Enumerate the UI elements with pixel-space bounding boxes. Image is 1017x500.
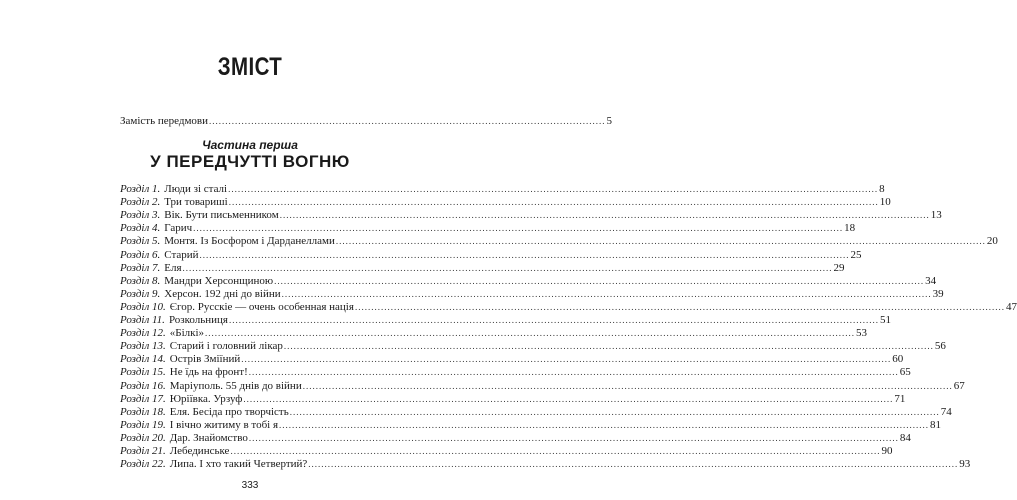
dot-leader: ........................................................................................................................................................................................................ [241, 354, 892, 365]
toc-entry [120, 222, 856, 235]
toc-entry [120, 418, 942, 432]
chapter-number: Розділ 21. [120, 445, 166, 457]
chapter-title: Дар. Знайомство [169, 431, 248, 444]
chapter-page: 74 [940, 405, 952, 418]
dot-leader: ........................................................................................................................................................................................................ [281, 288, 932, 299]
chapter-title: Еля. Бесіда про творчість [169, 405, 289, 418]
toc-entry [120, 366, 911, 379]
chapter-page: 25 [850, 248, 862, 261]
chapter-title: Мандри Херсонщиною [164, 274, 274, 287]
page-number: 333 [241, 480, 259, 491]
toc-entry [120, 196, 891, 209]
toc-entry [120, 209, 942, 222]
chapter-title: Маріуполь. 55 днів до війни [169, 379, 302, 392]
dot-leader: ........................................................................................................................................................................................................ [248, 367, 899, 378]
dot-leader: ........................................................................................................................................................................................................ [228, 184, 879, 194]
chapter-title: Еля [164, 261, 182, 274]
chapter-title: Старий і головний лікар [169, 340, 283, 353]
chapter-title: Монтя. Із Босфором і Дарданеллами [164, 235, 335, 248]
toc-entry [120, 287, 944, 301]
toc-entry [120, 261, 845, 275]
chapter-page: 47 [1005, 300, 1017, 313]
chapter-number: Розділ 22. [120, 458, 166, 471]
chapter-number: Розділ 17. [120, 392, 166, 405]
chapter-page: 13 [930, 209, 942, 222]
chapter-page: 18 [844, 222, 856, 235]
chapter-page: 34 [925, 274, 937, 287]
part-title: У ПЕРЕДЧУТТІ ВОГНЮ [150, 152, 350, 171]
dot-leader: ........................................................................................................................................................................................................ [354, 301, 1005, 312]
chapter-title: Острів Зміїний [169, 353, 241, 366]
dot-leader: ........................................................................................................................................................................................................ [243, 393, 894, 404]
toc-entry [120, 379, 965, 393]
toc-entry [120, 392, 906, 406]
chapter-title: Липа. І хто такий Четвертий? [169, 458, 308, 471]
dot-leader: ........................................................................................................................................................................................................ [289, 406, 940, 417]
toc-entry [120, 274, 937, 288]
chapter-number: Розділ 7. [120, 261, 161, 274]
toc-entry [120, 431, 911, 445]
dot-leader: ........................................................................................................................................................................................................ [302, 380, 953, 391]
chapter-page: 56 [934, 340, 946, 353]
dot-leader: ........................................................................................................................................................................................................ [335, 236, 986, 247]
chapter-page: 84 [899, 431, 911, 444]
toc-entry [120, 353, 904, 366]
toc-entry [120, 248, 862, 262]
chapter-page: 81 [930, 418, 942, 431]
chapter-number: Розділ 20. [120, 431, 166, 444]
chapter-number: Розділ 10. [120, 300, 166, 313]
chapter-page: 53 [856, 327, 868, 340]
chapter-title: Херсон. 192 дні до війни [164, 287, 281, 300]
dot-leader: ........................................................................................................................................................................................................ [205, 328, 856, 339]
chapter-page: 39 [932, 287, 944, 300]
dot-leader: ........................................................................................................................................................................................................ [283, 341, 934, 352]
chapter-number: Розділ 3. [120, 209, 161, 222]
chapter-page: 93 [959, 458, 971, 471]
toc-entry [120, 405, 952, 419]
chapter-page: 29 [833, 261, 845, 274]
chapter-title: Не їдь на фронт! [169, 366, 248, 379]
chapter-title: «Білкі» [169, 327, 205, 340]
dot-leader: ........................................................................................................................................................................................................ [193, 223, 844, 234]
chapter-number: Розділ 15. [120, 366, 166, 379]
chapter-number: Розділ 2. [120, 196, 161, 209]
chapter-page: 67 [953, 379, 965, 392]
dot-leader: ........................................................................................................................................................................................................ [199, 249, 850, 260]
chapter-page: 90 [881, 445, 893, 457]
chapter-number: Розділ 5. [120, 235, 161, 248]
chapter-number: Розділ 4. [120, 222, 161, 235]
chapter-number: Розділ 6. [120, 248, 161, 261]
dot-leader: ........................................................................................................................................................................................................ [248, 432, 899, 443]
toc-entry [120, 340, 946, 353]
dot-leader: ........................................................................................................................................................................................................ [229, 315, 879, 325]
chapter-number: Розділ 8. [120, 274, 161, 287]
toc-entry [120, 458, 971, 471]
toc-entry [120, 300, 1017, 314]
chapter-title: Старий [164, 248, 199, 261]
chapter-page: 20 [986, 235, 998, 248]
preface-page: 5 [606, 115, 613, 127]
dot-leader: ........................................................................................................................................................................................................ [228, 197, 879, 208]
chapter-number: Розділ 19. [120, 418, 166, 431]
chapter-title: Люди зі сталі [164, 183, 228, 195]
chapter-page: 8 [879, 183, 885, 195]
chapter-title: І вічно житиму в тобі я [169, 418, 279, 431]
chapter-page: 65 [899, 366, 911, 379]
dot-leader: ........................................................................................................................................................................................................ [279, 419, 930, 430]
chapter-number: Розділ 11. [120, 314, 165, 326]
chapter-page: 60 [892, 353, 904, 366]
chapter-number: Розділ 13. [120, 340, 166, 353]
dot-leader: ........................................................................................................................................................................................................ [279, 210, 930, 221]
chapter-number: Розділ 9. [120, 287, 161, 300]
dot-leader: .......................................................................................................................... [209, 116, 606, 126]
toc-entry [120, 235, 998, 248]
preface-label: Замість передмови [120, 115, 209, 127]
toc-entry [120, 314, 891, 327]
chapter-page: 10 [879, 196, 891, 209]
chapter-title: Юріївка. Урзуф [169, 392, 243, 405]
chapter-title: Лебединське [169, 445, 230, 457]
chapter-number: Розділ 16. [120, 379, 166, 392]
chapter-title: Розкольниця [168, 314, 228, 326]
chapter-number: Розділ 14. [120, 353, 166, 366]
chapter-number: Розділ 18. [120, 405, 166, 418]
chapter-title: Три товариші [164, 196, 228, 209]
dot-leader: ........................................................................................................................................................................................................ [308, 459, 959, 470]
dot-leader: ........................................................................................................................................................................................................ [274, 275, 925, 286]
chapter-title: Єгор. Русскіе — очень особенная нація [169, 300, 354, 313]
chapter-title: Гарич [164, 222, 193, 235]
chapter-number: Розділ 12. [120, 327, 166, 340]
dot-leader: ........................................................................................................................................................................................................ [230, 446, 881, 456]
preface-entry [120, 115, 613, 128]
chapter-page: 51 [880, 314, 891, 326]
toc-entry [120, 327, 868, 340]
toc-entry [120, 183, 885, 196]
chapter-page: 71 [894, 392, 906, 405]
chapter-number: Розділ 1. [120, 183, 161, 195]
toc-entry [120, 445, 893, 458]
part-label: Частина перша [202, 138, 298, 152]
page-title: ЗМІСТ [217, 53, 283, 81]
dot-leader: ........................................................................................................................................................................................................ [182, 262, 833, 273]
chapter-title: Вік. Бути письменником [164, 209, 279, 222]
